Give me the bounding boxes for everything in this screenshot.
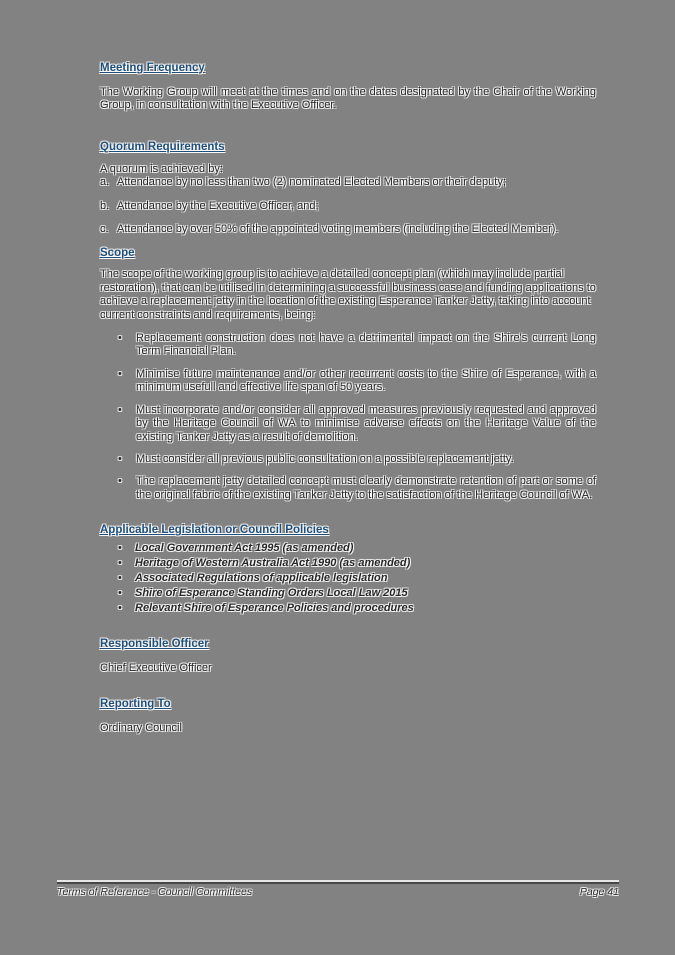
legislation-item	[100, 572, 596, 585]
quorum-item-b-text: Attendance by the Executive Officer, and;	[117, 199, 319, 212]
legislation-item-text: Associated Regulations of applicable legislation	[135, 571, 388, 584]
heading-quorum-requirements: Quorum Requirements	[100, 140, 225, 153]
quorum-item-b-label: b.	[100, 199, 110, 212]
footer-document-title: Terms of Reference - Council Committees	[57, 886, 253, 898]
scope-bullet-1-text: Replacement construction does not have a detrimental impact on the Shire's current Long Term Financial Plan.	[136, 332, 596, 358]
scope-bullet-3	[100, 404, 596, 444]
bullet-icon: •	[118, 571, 122, 584]
heading-scope: Scope	[100, 247, 135, 260]
scope-bullet-4-text: Must consider all previous public consultation on a possible replacement jetty.	[136, 452, 514, 465]
bullet-icon: •	[118, 332, 122, 345]
quorum-item-c-text: Attendance by over 50% of the appointed voting members (including the Elected Member).	[117, 223, 559, 236]
quorum-intro: A quorum is achieved by:	[100, 162, 223, 175]
scope-bullet-3-text: Must incorporate and/or consider all approved measures previously requested and approved by the Heritage Council of WA to minimise adverse effects on the Heritage Value of the existing Tanker Jetty as a result of demolition.	[136, 403, 596, 443]
scope-paragraph: The scope of the working group is to achieve a detailed concept plan (which may include partial restoration), that can be utilised in determining a successful business case and funding applications to achieve a replacement jetty in the location of the existing Esperance Tanker Jetty, taking into account current constraints and requirements, being:	[100, 268, 596, 321]
quorum-item-b	[100, 200, 596, 213]
quorum-item-c	[100, 223, 596, 236]
quorum-item-c-label: c.	[100, 223, 109, 236]
bullet-icon: •	[118, 542, 122, 555]
heading-applicable-legislation: Applicable Legislation or Council Policies	[100, 524, 329, 537]
legislation-item-text: Local Government Act 1995 (as amended)	[135, 542, 354, 555]
heading-reporting-to: Reporting To	[100, 697, 171, 710]
bullet-icon: •	[118, 475, 122, 488]
legislation-item	[100, 542, 596, 555]
legislation-item-text: Shire of Esperance Standing Orders Local Law 2015	[135, 586, 408, 599]
footer-page-number: Page 41	[579, 886, 619, 898]
bullet-icon: •	[118, 367, 122, 380]
page-content	[100, 61, 596, 735]
bullet-icon: •	[118, 452, 122, 465]
scope-bullet-1	[100, 332, 596, 359]
scope-bullet-5-text: The replacement jetty detailed concept must clearly demonstrate retention of part or some of the original fabric of the existing Tanker Jetty to the satisfaction of the Heritage Council of WA.	[136, 475, 596, 501]
heading-responsible-officer: Responsible Officer	[100, 638, 209, 651]
bullet-icon: •	[118, 601, 122, 614]
quorum-item-a-label: a.	[100, 176, 110, 189]
legislation-item	[100, 557, 596, 570]
legislation-item	[100, 602, 596, 615]
meeting-frequency-paragraph: The Working Group will meet at the times and on the dates designated by the Chair of the Working Group, in consultation with the Executive Officer.	[100, 86, 596, 112]
legislation-list	[100, 542, 596, 615]
bullet-icon: •	[118, 557, 122, 570]
responsible-officer-value: Chief Executive Officer	[100, 662, 212, 675]
legislation-item	[100, 587, 596, 600]
bullet-icon: •	[118, 403, 122, 416]
legislation-item-text: Relevant Shire of Esperance Policies and procedures	[135, 601, 414, 614]
quorum-item-a	[100, 176, 596, 189]
scope-bullet-5	[100, 475, 596, 502]
scope-bullet-4	[100, 453, 596, 466]
heading-meeting-frequency: Meeting Frequency	[100, 62, 205, 74]
page-footer	[57, 882, 619, 898]
bullet-icon: •	[118, 586, 122, 599]
scope-bullet-2	[100, 368, 596, 395]
legislation-item-text: Heritage of Western Australia Act 1990 (as amended)	[135, 557, 411, 570]
reporting-to-value: Ordinary Council	[100, 721, 182, 734]
scope-bullet-2-text: Minimise future maintenance and/or other recurrent costs to the Shire of Esperance, with a minimum usefull and effective life span of 50 years.	[136, 367, 596, 394]
quorum-item-a-text: Attendance by no less than two (2) nominated Elected Members or their deputy;	[117, 176, 506, 189]
